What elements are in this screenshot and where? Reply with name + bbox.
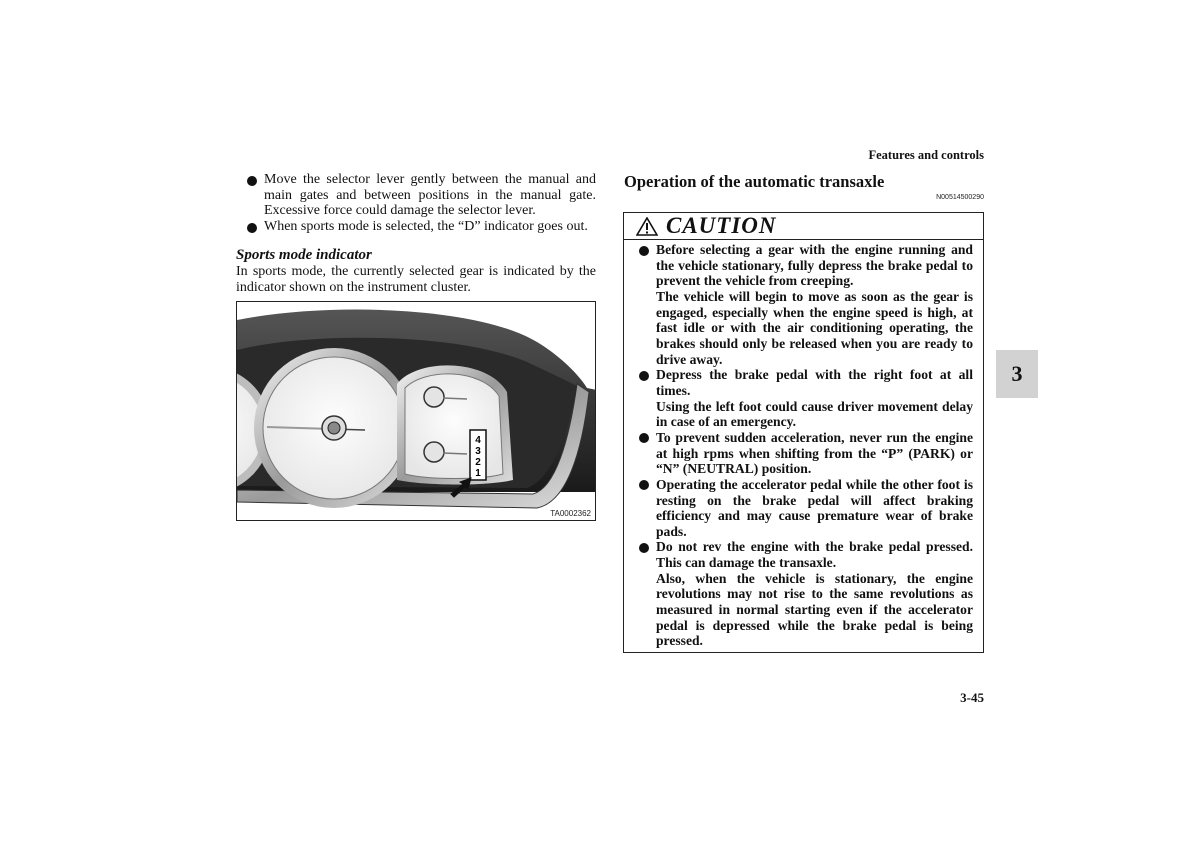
caution-list	[624, 240, 983, 649]
bullet-text: When sports mode is selected, the “D” indicator goes out.	[264, 218, 588, 234]
page-number: 3-45	[960, 690, 984, 705]
bullet-icon	[639, 371, 649, 381]
section-header: Features and controls	[868, 148, 984, 162]
bullet-icon	[639, 433, 649, 443]
sports-mode-paragraph: In sports mode, the currently selected gear is indicated by the indicator shown on the instrument cluster.	[236, 264, 596, 295]
caution-text: To prevent sudden acceleration, never run the engine at high rpms when shifting from the “P” (PARK) or “N” (NEUTRAL) position.	[656, 429, 973, 477]
caution-header	[624, 213, 983, 240]
gear-indicator-3: 3	[475, 446, 481, 457]
caution-continuation: Using the left foot could cause driver movement delay in case of an emergency.	[656, 398, 973, 430]
section-title: Operation of the automatic transaxle	[624, 172, 885, 191]
instrument-cluster-figure	[236, 301, 596, 521]
subheading-sports-mode: Sports mode indicator	[236, 247, 372, 264]
list-item	[624, 477, 973, 540]
gear-indicator-1: 1	[475, 468, 481, 479]
list-item	[624, 367, 973, 430]
instrument-cluster-illustration	[237, 302, 596, 521]
caution-box	[623, 212, 984, 653]
bullet-icon	[247, 223, 257, 233]
caution-text: Do not rev the engine with the brake pedal pressed. This can damage the transaxle.	[656, 539, 973, 571]
list-item	[624, 430, 973, 477]
gear-indicator-2: 2	[475, 457, 481, 468]
gear-indicator-4: 4	[475, 435, 481, 446]
chapter-tab: 3	[996, 350, 1038, 398]
bullet-list	[236, 172, 596, 234]
reference-code: N00514500290	[936, 194, 984, 201]
list-item	[236, 219, 596, 235]
bullet-icon	[639, 543, 649, 553]
left-column	[236, 172, 596, 296]
figure-code: TA0002362	[550, 509, 591, 518]
bullet-icon	[639, 480, 649, 490]
list-item	[624, 242, 973, 367]
list-item	[236, 172, 596, 219]
warning-triangle-icon	[636, 217, 658, 236]
bullet-icon	[639, 246, 649, 256]
list-item	[624, 539, 973, 649]
bullet-text: Move the selector lever gently between the manual and main gates and between positions in the manual gate. Excessive force could damage the selector lever.	[264, 172, 596, 219]
caution-text: Before selecting a gear with the engine running and the vehicle stationary, fully depress the brake pedal to prevent the vehicle from creeping.	[656, 242, 973, 289]
caution-continuation: The vehicle will begin to move as soon as the gear is engaged, especially when the engine speed is high, at fast idle or with the air conditioning operating, the brakes should only be released when you are ready to drive away.	[656, 288, 973, 367]
caution-continuation: Also, when the vehicle is stationary, the engine revolutions may not rise to the same revolutions as measured in normal starting even if the accelerator pedal is depressed while the brake pedal is being pressed.	[656, 570, 973, 649]
caution-label: CAUTION	[666, 213, 777, 238]
caution-text: Operating the accelerator pedal while the other foot is resting on the brake pedal will affect braking efficiency and may cause premature wear of brake pads.	[656, 476, 973, 539]
caution-text: Depress the brake pedal with the right foot at all times.	[656, 367, 973, 398]
bullet-icon	[247, 176, 257, 186]
